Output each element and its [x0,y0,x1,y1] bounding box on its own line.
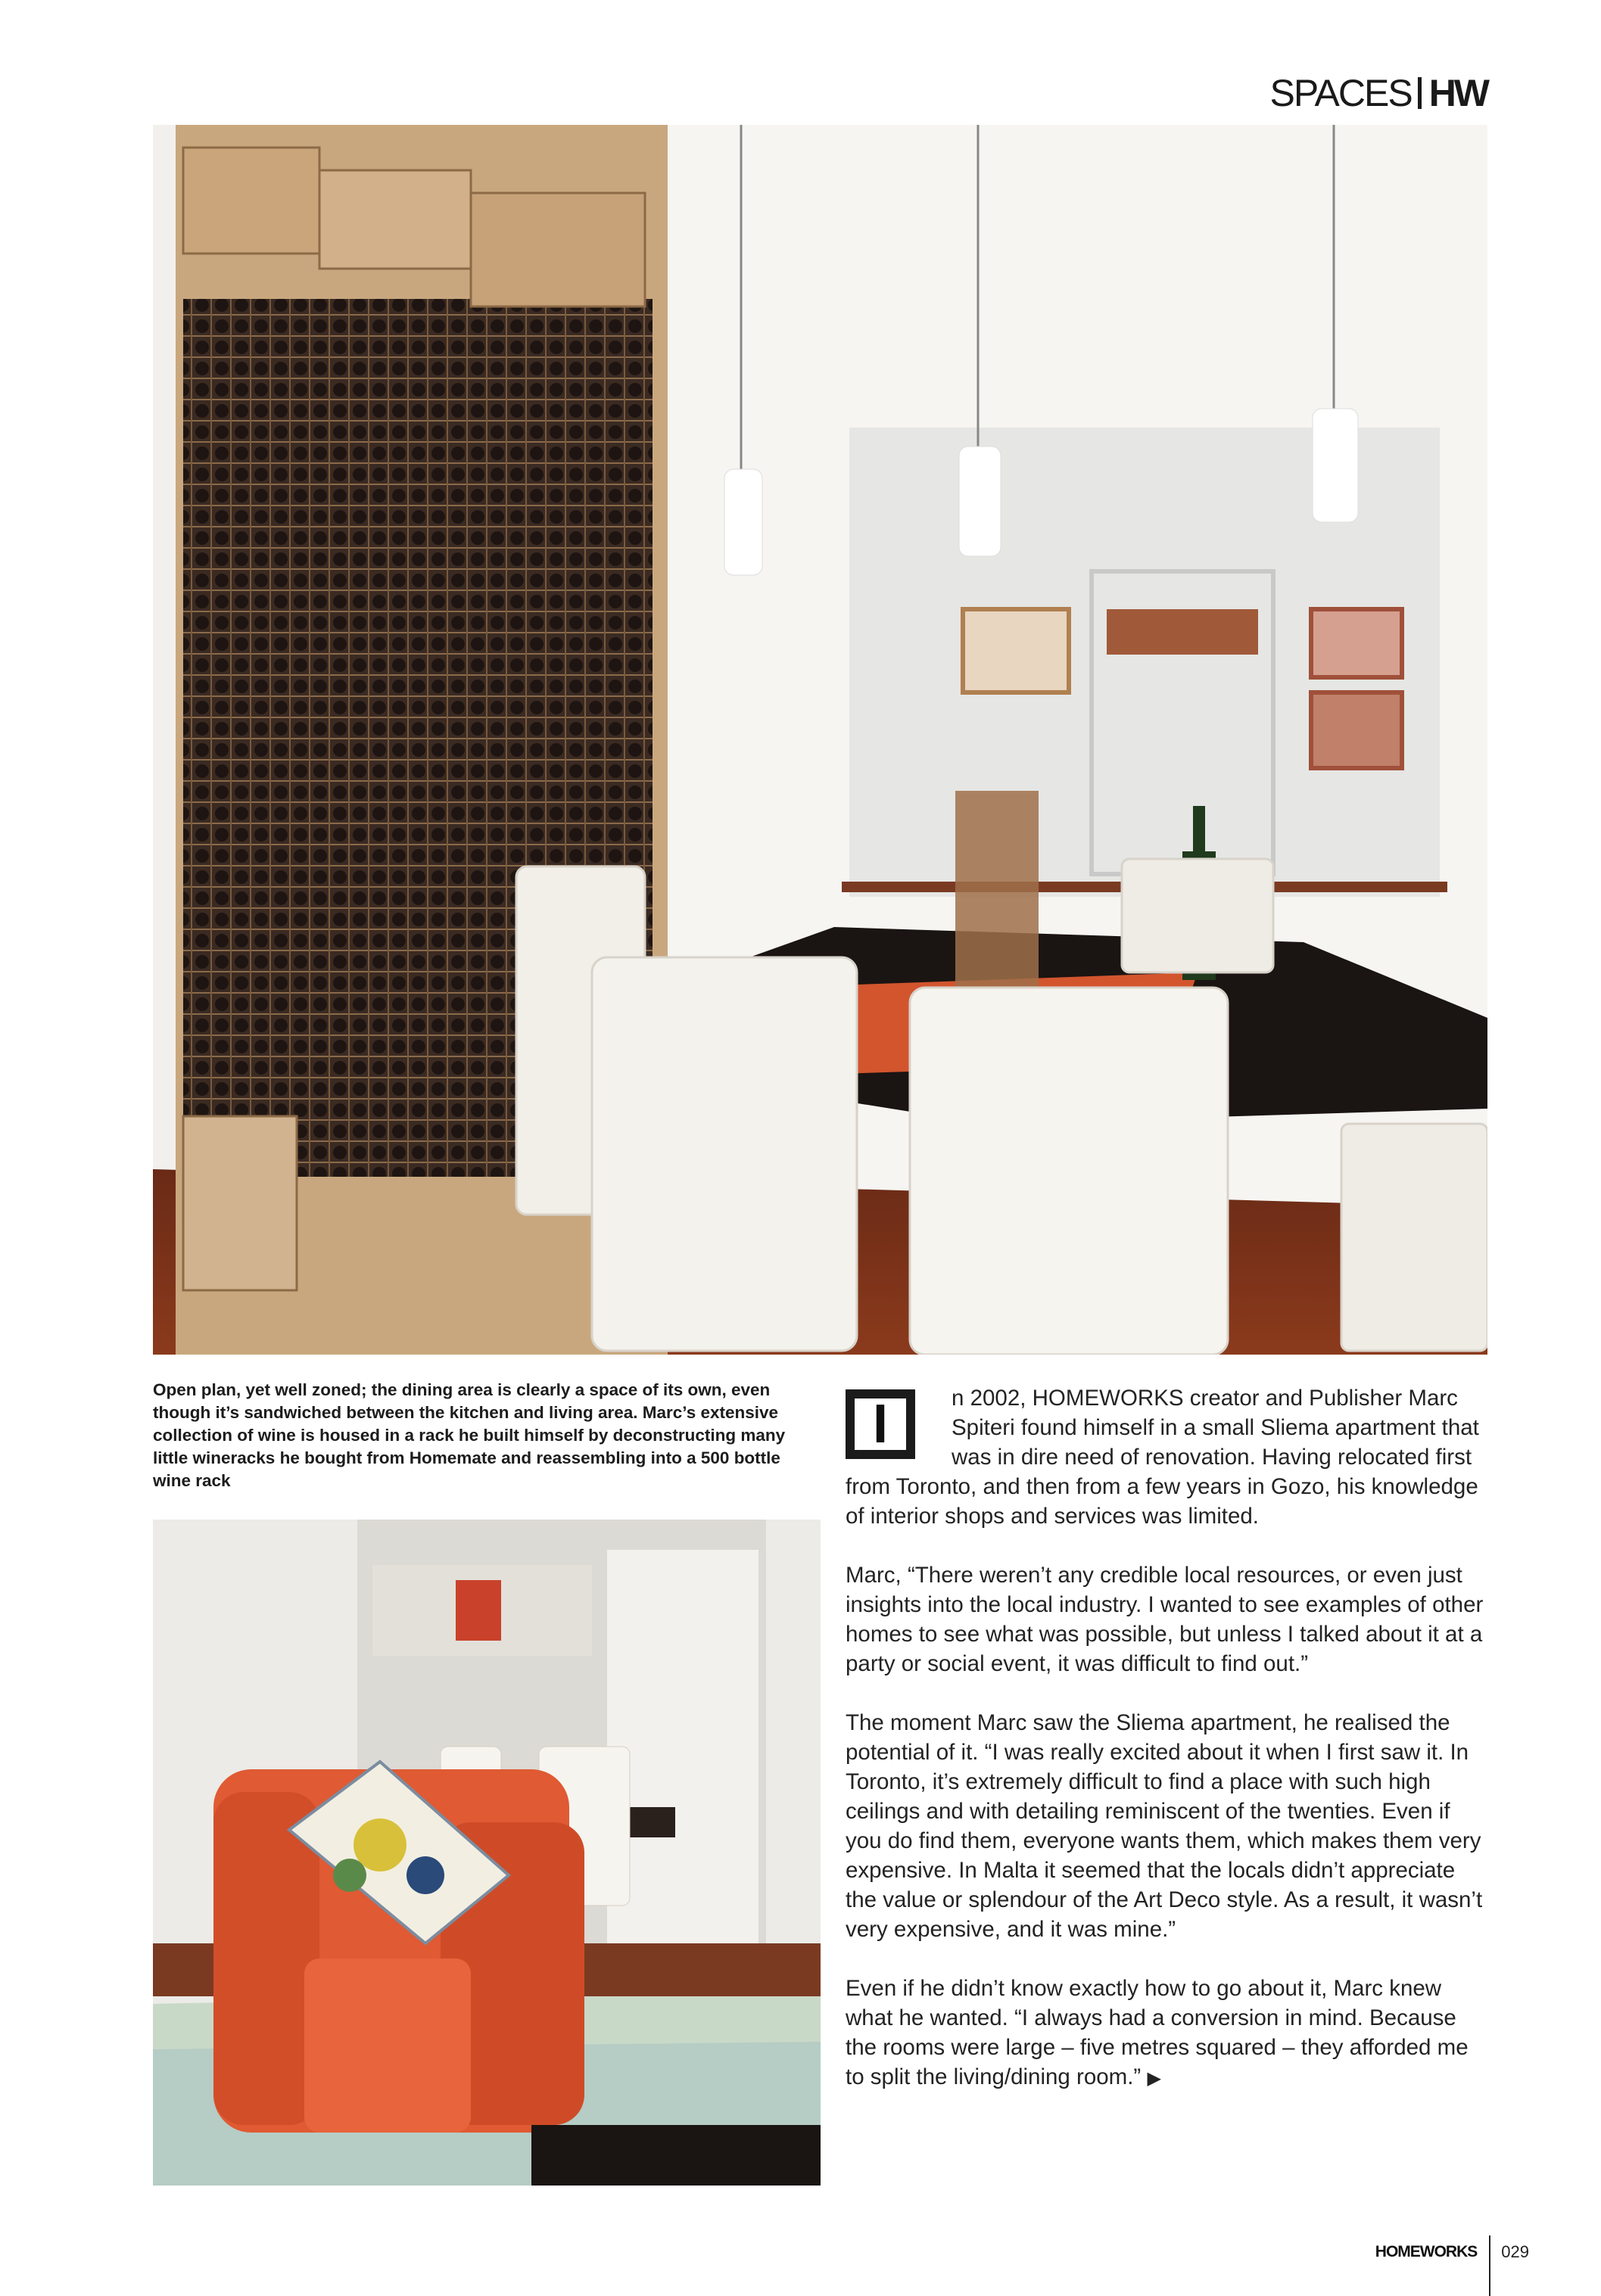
header-divider [1418,77,1422,109]
article-paragraph-1: n 2002, HOMEWORKS creator and Publisher Marc Spiteri found himself in a small Sliema apartment that was in dire need of renovation. Having relocated first from Toronto, and then from a few years in Gozo, his knowledge of interior shops and services was limited. [846,1386,1479,1529]
section-label: SPACES [1269,72,1412,114]
dining-room-photo [153,125,1487,1355]
continue-arrow-icon: ▶ [1147,2068,1161,2089]
drop-cap [846,1389,915,1459]
article-paragraph-4-text: Even if he didn’t know exactly how to go about it, Marc knew what he wanted. “I always had a conversion in mind. Because the rooms were large – five metres squared – they afforded me to split the living/dining room.” [846,1976,1469,2089]
magazine-name: HOMEWORKS [1375,2243,1478,2260]
section-header [1270,74,1487,112]
page-number: 029 [1501,2242,1529,2261]
armchair-photo [153,1520,821,2186]
article-paragraph-4 [846,1974,1489,2093]
page-footer [1375,2222,1529,2282]
footer-divider [1489,2235,1490,2296]
brand-logo: HW [1428,72,1487,114]
drop-cap-letter: I [855,1398,906,1450]
article-paragraph-3: The moment Marc saw the Sliema apartment, he realised the potential of it. “I was really excited about it when I first saw it. In Toronto, it’s extremely difficult to find a place with such high ceilings and with detailing reminiscent of the twenties. Even if you do find them, everyone wants them, which makes them very expensive. In Malta it seemed that the locals didn’t appreciate the value or splendour of the Art Deco style. As a result, it wasn’t very expensive, and it was mine.” [846,1710,1483,1942]
photo-caption: Open plan, yet well zoned; the dining area is clearly a space of its own, even though it’s sandwiched between the kitchen and living area. Marc’s extensive collection of wine is housed in a rack he built himself by deconstructing many little wineracks he bought from Homemate and reassembling into a 500 bottle wine rack [153,1380,786,1490]
article-paragraph-2: Marc, “There weren’t any credible local resources, or even just insights into the local industry. I wanted to see examples of other homes to see what was possible, but unless I talked about it at a party or social event, it was difficult to find out.” [846,1563,1484,1676]
article-body [846,1383,1489,2123]
